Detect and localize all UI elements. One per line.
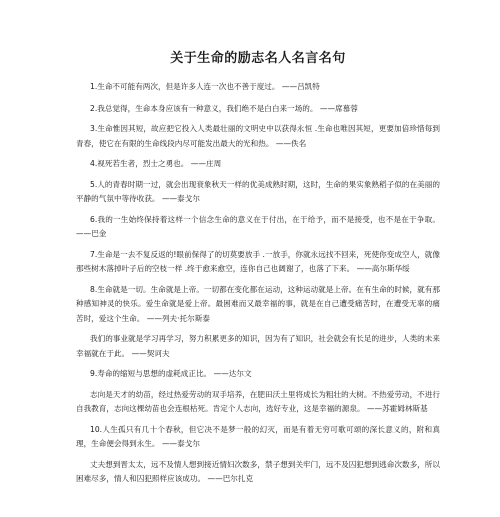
paragraph-list	[76, 80, 440, 487]
document-title: 关于生命的励志名人名言名句	[170, 51, 346, 66]
quote-paragraph: 丈夫想到晋太太，远不及情人想到接近情妇次数多，禁子想到关牢门，远不及囚犯想到逃命次数多，所以困难尽多，情人和囚犯照样应该成功。 ——巴尔扎克	[76, 459, 440, 483]
quote-paragraph: 我们的事业就是学习再学习，努力积累更多的知识，因为有了知识，社会就会有长足的进步，人类的未来幸福就在于此。 ——契诃夫	[76, 334, 440, 358]
quote-paragraph: 5.人的青春时期一过，就会出现衰象秋天一样的优美成熟时期，这时，生命的果实象熟稻子似的在美丽的平静的气氛中等待收获。 ——泰戈尔	[76, 179, 440, 203]
quote-paragraph: 6.我的一生始终保持着这样一个信念生命的意义在于付出，在于给予，而不是接受，也不是在于争取。 ——巴金	[76, 214, 440, 238]
quote-paragraph: 4.视死若生者，烈士之勇也。 ——庄周	[90, 159, 222, 168]
quote-paragraph: 3.生命惟因其短，故应把它投入人类最壮丽的文明史中以获得永恒 .生命也唯因其短，更要加倍珍惜每到青春，使它在有限的生命线段内尽可能发出最大的光和热。 ——佚名	[76, 124, 440, 148]
quote-paragraph: 2.我总觉得，生命本身应该有一种意义，我们绝不是白白来一场的。 ——席慕蓉	[90, 103, 358, 113]
quote-paragraph: 志向是天才的幼苗，经过热爱劳动的双手培养，在肥田沃土里将成长为粗壮的大树。不热爱劳动，不进行自我教育，志向这棵幼苗也会连根枯死。肯定个人志向，选好专业，这是幸福的源泉。 ——苏霍姆林斯基	[76, 389, 440, 413]
quote-paragraph: 10.人生孤只有几十个春秋，但它决不是梦一般的幻灭，而是有着无穷可歌可颂的深长意义的，附和真理，生命便会得到永生。 ——泰戈尔	[76, 424, 440, 448]
quote-paragraph: 7.生命是一去不复反返的!眼前保得了的切莫要放手 .一放手，你就永远找不回来，死使你变成空人，就像那些树木落掉叶子后的空枝一样 .终于愈来愈空，连你自己也阔谢了，也落了下来。 ——高尔斯华绥	[76, 249, 440, 273]
quote-paragraph: 9.寿命的缩短与思想的虚耗成正比。 ——达尔文	[90, 369, 252, 378]
quote-paragraph: 8.生命就是一切。生命就是上帝。一切都在变化都在运动，这种运动就是上帝。在有生命的时候，就有那种感知神灵的快乐。爱生命就是爱上帝。最困难而又最幸福的事，就是在自己遭受痛苦时，在遭受无辜的痛苦时，爱这个生命。 ——列夫·托尔斯泰	[76, 284, 440, 323]
quote-paragraph: 1.生命不可能有两次，但是许多人连一次也不善于度过。 ——吕凯特	[90, 82, 320, 91]
